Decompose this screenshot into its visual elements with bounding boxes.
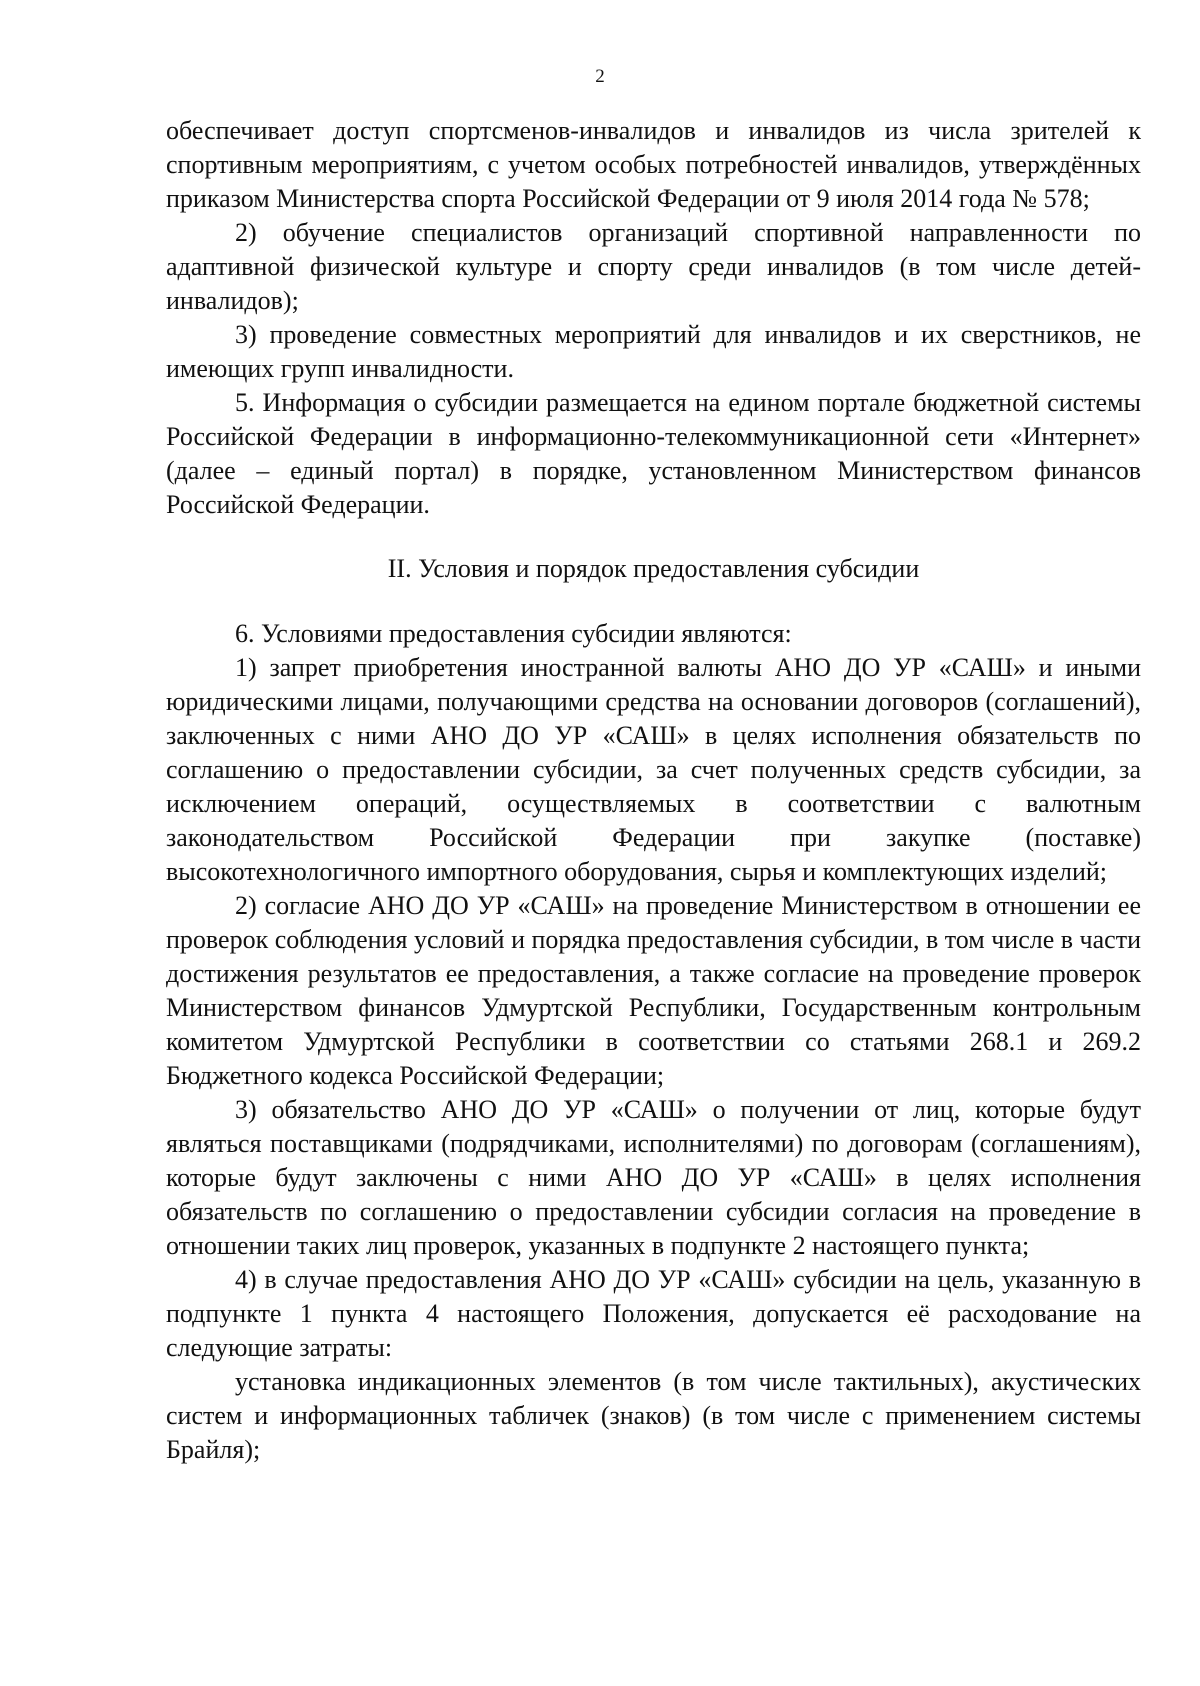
paragraph-expense-item: установка индикационных элементов (в том числе тактильных), акустических систем и информационных табличек (знаков) (в том числе с применением системы Брайля); xyxy=(166,1367,1141,1464)
paragraph-item-3: 3) проведение совместных мероприятий для инвалидов и их сверстников, не имеющих групп инвалидности. xyxy=(166,320,1141,383)
paragraph-point-6: 6. Условиями предоставления субсидии являются: xyxy=(235,619,792,648)
paragraph-condition-2: 2) согласие АНО ДО УР «САШ» на проведение Министерством в отношении ее проверок соблюдения условий и порядка предоставления субсидии, в том числе в части достижения результатов ее предоставления, а также согласие на проведение проверок Министерством финансов Удмуртской Республики, Государственным контрольным комитетом Удмуртской Республики в соответствии со статьями 268.1 и 269.2 Бюджетного кодекса Российской Федерации; xyxy=(166,891,1141,1090)
section-heading: II. Условия и порядок предоставления субсидии xyxy=(387,554,920,583)
paragraph-condition-3: 3) обязательство АНО ДО УР «САШ» о получении от лиц, которые будут являться поставщиками (подрядчиками, исполнителями) по договорам (соглашениям), которые будут заключены с ними АНО ДО УР «САШ» в целях исполнения обязательств по соглашению о предоставлении субсидии согласия на проведение в отношении таких лиц проверок, указанных в подпункте 2 настоящего пункта; xyxy=(166,1095,1141,1260)
page-number: 2 xyxy=(595,66,605,87)
paragraph-condition-1: 1) запрет приобретения иностранной валюты АНО ДО УР «САШ» и иными юридическими лицами, получающими средства на основании договоров (соглашений), заключенных с ними АНО ДО УР «САШ» в целях исполнения обязательств по соглашению о предоставлении субсидии, за счет полученных средств субсидии, за исключением операций, осуществляемых в соответствии с валютным законодательством Российской Федерации при закупке (поставке) высокотехнологичного импортного оборудования, сырья и комплектующих изделий; xyxy=(166,653,1141,886)
paragraph-point-5: 5. Информация о субсидии размещается на едином портале бюджетной системы Российской Федерации в информационно-телекоммуникационной сети «Интернет» (далее – единый портал) в порядке, установленном Министерством финансов Российской Федерации. xyxy=(166,388,1141,519)
document-body xyxy=(166,114,1141,1467)
paragraph-continuation: обеспечивает доступ спортсменов-инвалидов и инвалидов из числа зрителей к спортивным мероприятиям, с учетом особых потребностей инвалидов, утверждённых приказом Министерства спорта Российской Федерации от 9 июля 2014 года № 578; xyxy=(166,116,1141,213)
paragraph-item-2: 2) обучение специалистов организаций спортивной направленности по адаптивной физической культуре и спорту среди инвалидов (в том числе детей-инвалидов); xyxy=(166,218,1141,315)
paragraph-condition-4: 4) в случае предоставления АНО ДО УР «САШ» субсидии на цель, указанную в подпункте 1 пункта 4 настоящего Положения, допускается её расходование на следующие затраты: xyxy=(166,1265,1141,1362)
